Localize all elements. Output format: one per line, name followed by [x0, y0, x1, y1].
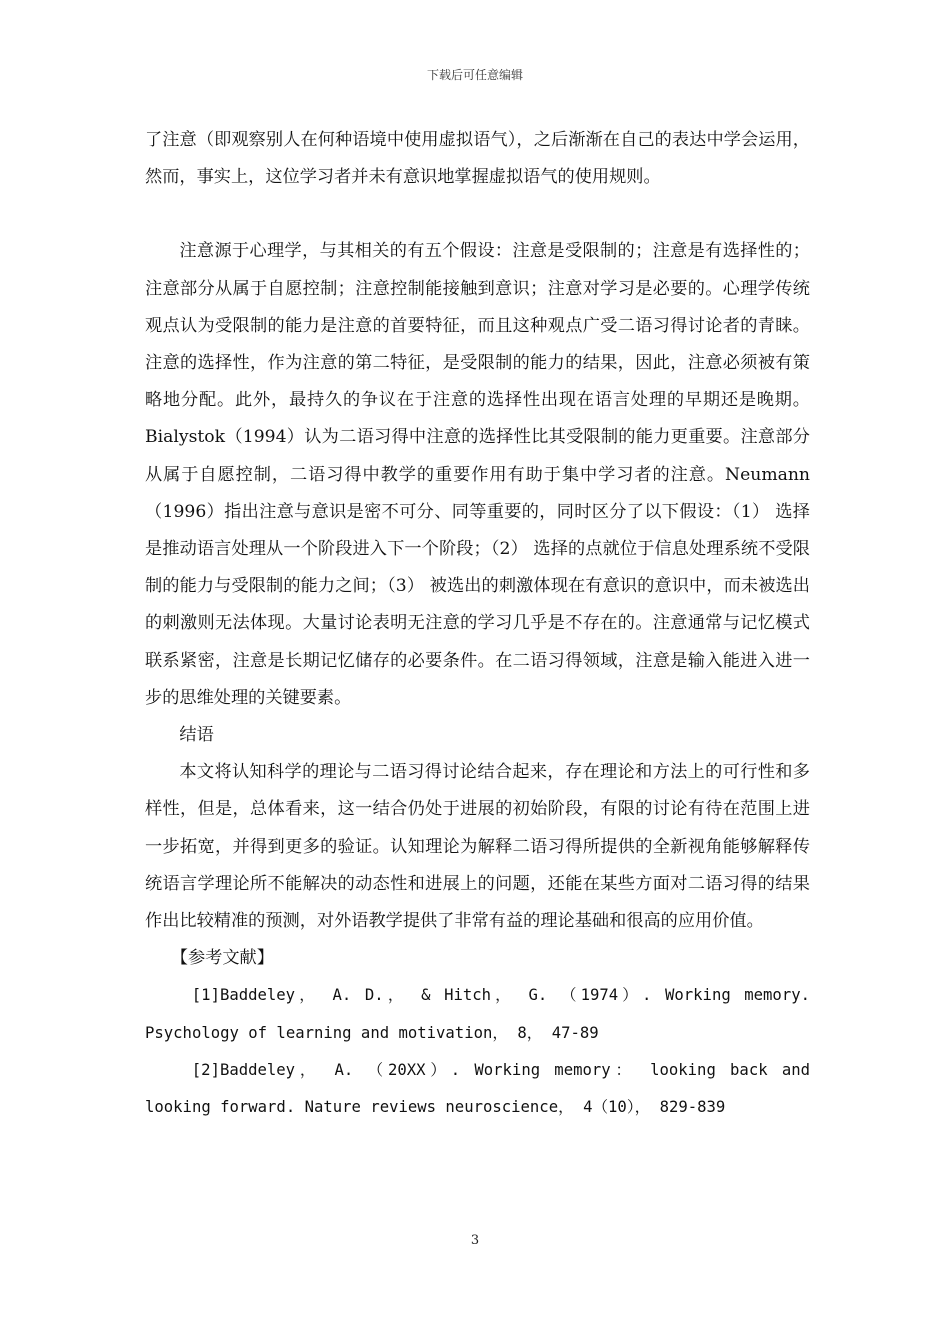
reference-item-1: [1]Baddeley， A. D.， & Hitch， G. （1974）. Working memory. Psychology of learning and motivation， 8， 47-89 — [145, 986, 810, 1042]
references-heading: 【参考文献】 — [170, 948, 274, 969]
paragraph-attention: 注意源于心理学，与其相关的有五个假设：注意是受限制的；注意是有选择性的；注意部分从属于自愿控制；注意控制能接触到意识；注意对学习是必要的。心理学传统观点认为受限制的能力是注意的首要特征，而且这种观点广受二语习得讨论者的青睐。注意的选择性，作为注意的第二特征，是受限制的能力的结果，因此，注意必须被有策略地分配。此外，最持久的争议在于注意的选择性出现在语言处理的早期还是晚期。Bialystok（1994）认为二语习得中注意的选择性比其受限制的能力更重要。注意部分从属于自愿控制，二语习得中教学的重要作用有助于集中学习者的注意。Neumann（1996）指出注意与意识是密不可分、同等重要的，同时区分了以下假设：（1） 选择是推动语言处理从一个阶段进入下一个阶段；（2） 选择的点就位于信息处理系统不受限制的能力与受限制的能力之间；（3） 被选出的刺激体现在有意识的意识中，而未被选出的刺激则无法体现。大量讨论表明无注意的学习几乎是不存在的。注意通常与记忆模式联系紧密，注意是长期记忆储存的必要条件。在二语习得领域，注意是输入能进入进一步的思维处理的关键要素。 — [145, 241, 810, 708]
document-body — [145, 122, 810, 1126]
paragraph-continuation: 了注意（即观察别人在何种语境中使用虚拟语气），之后渐渐在自己的表达中学会运用，然而，事实上，这位学习者并未有意识地掌握虚拟语气的使用规则。 — [145, 130, 810, 188]
reference-item-2: [2]Baddeley， A. （20XX）. Working memory： looking back and looking forward. Nature reviews neuroscience， 4（10）， 829-839 — [145, 1060, 810, 1117]
conclusion-heading: 结语 — [179, 725, 214, 746]
paragraph-conclusion: 本文将认知科学的理论与二语习得讨论结合起来，存在理论和方法上的可行性和多样性，但是，总体看来，这一结合仍处于进展的初始阶段，有限的讨论有待在范围上进一步拓宽，并得到更多的验证。认知理论为解释二语习得所提供的全新视角能够解释传统语言学理论所不能解决的动态性和进展上的问题，还能在某些方面对二语习得的结果作出比较精准的预测，对外语教学提供了非常有益的理论基础和很高的应用价值。 — [145, 762, 810, 932]
page-header: 下载后可任意编辑 — [426, 68, 523, 82]
page-number: 3 — [470, 1233, 480, 1248]
